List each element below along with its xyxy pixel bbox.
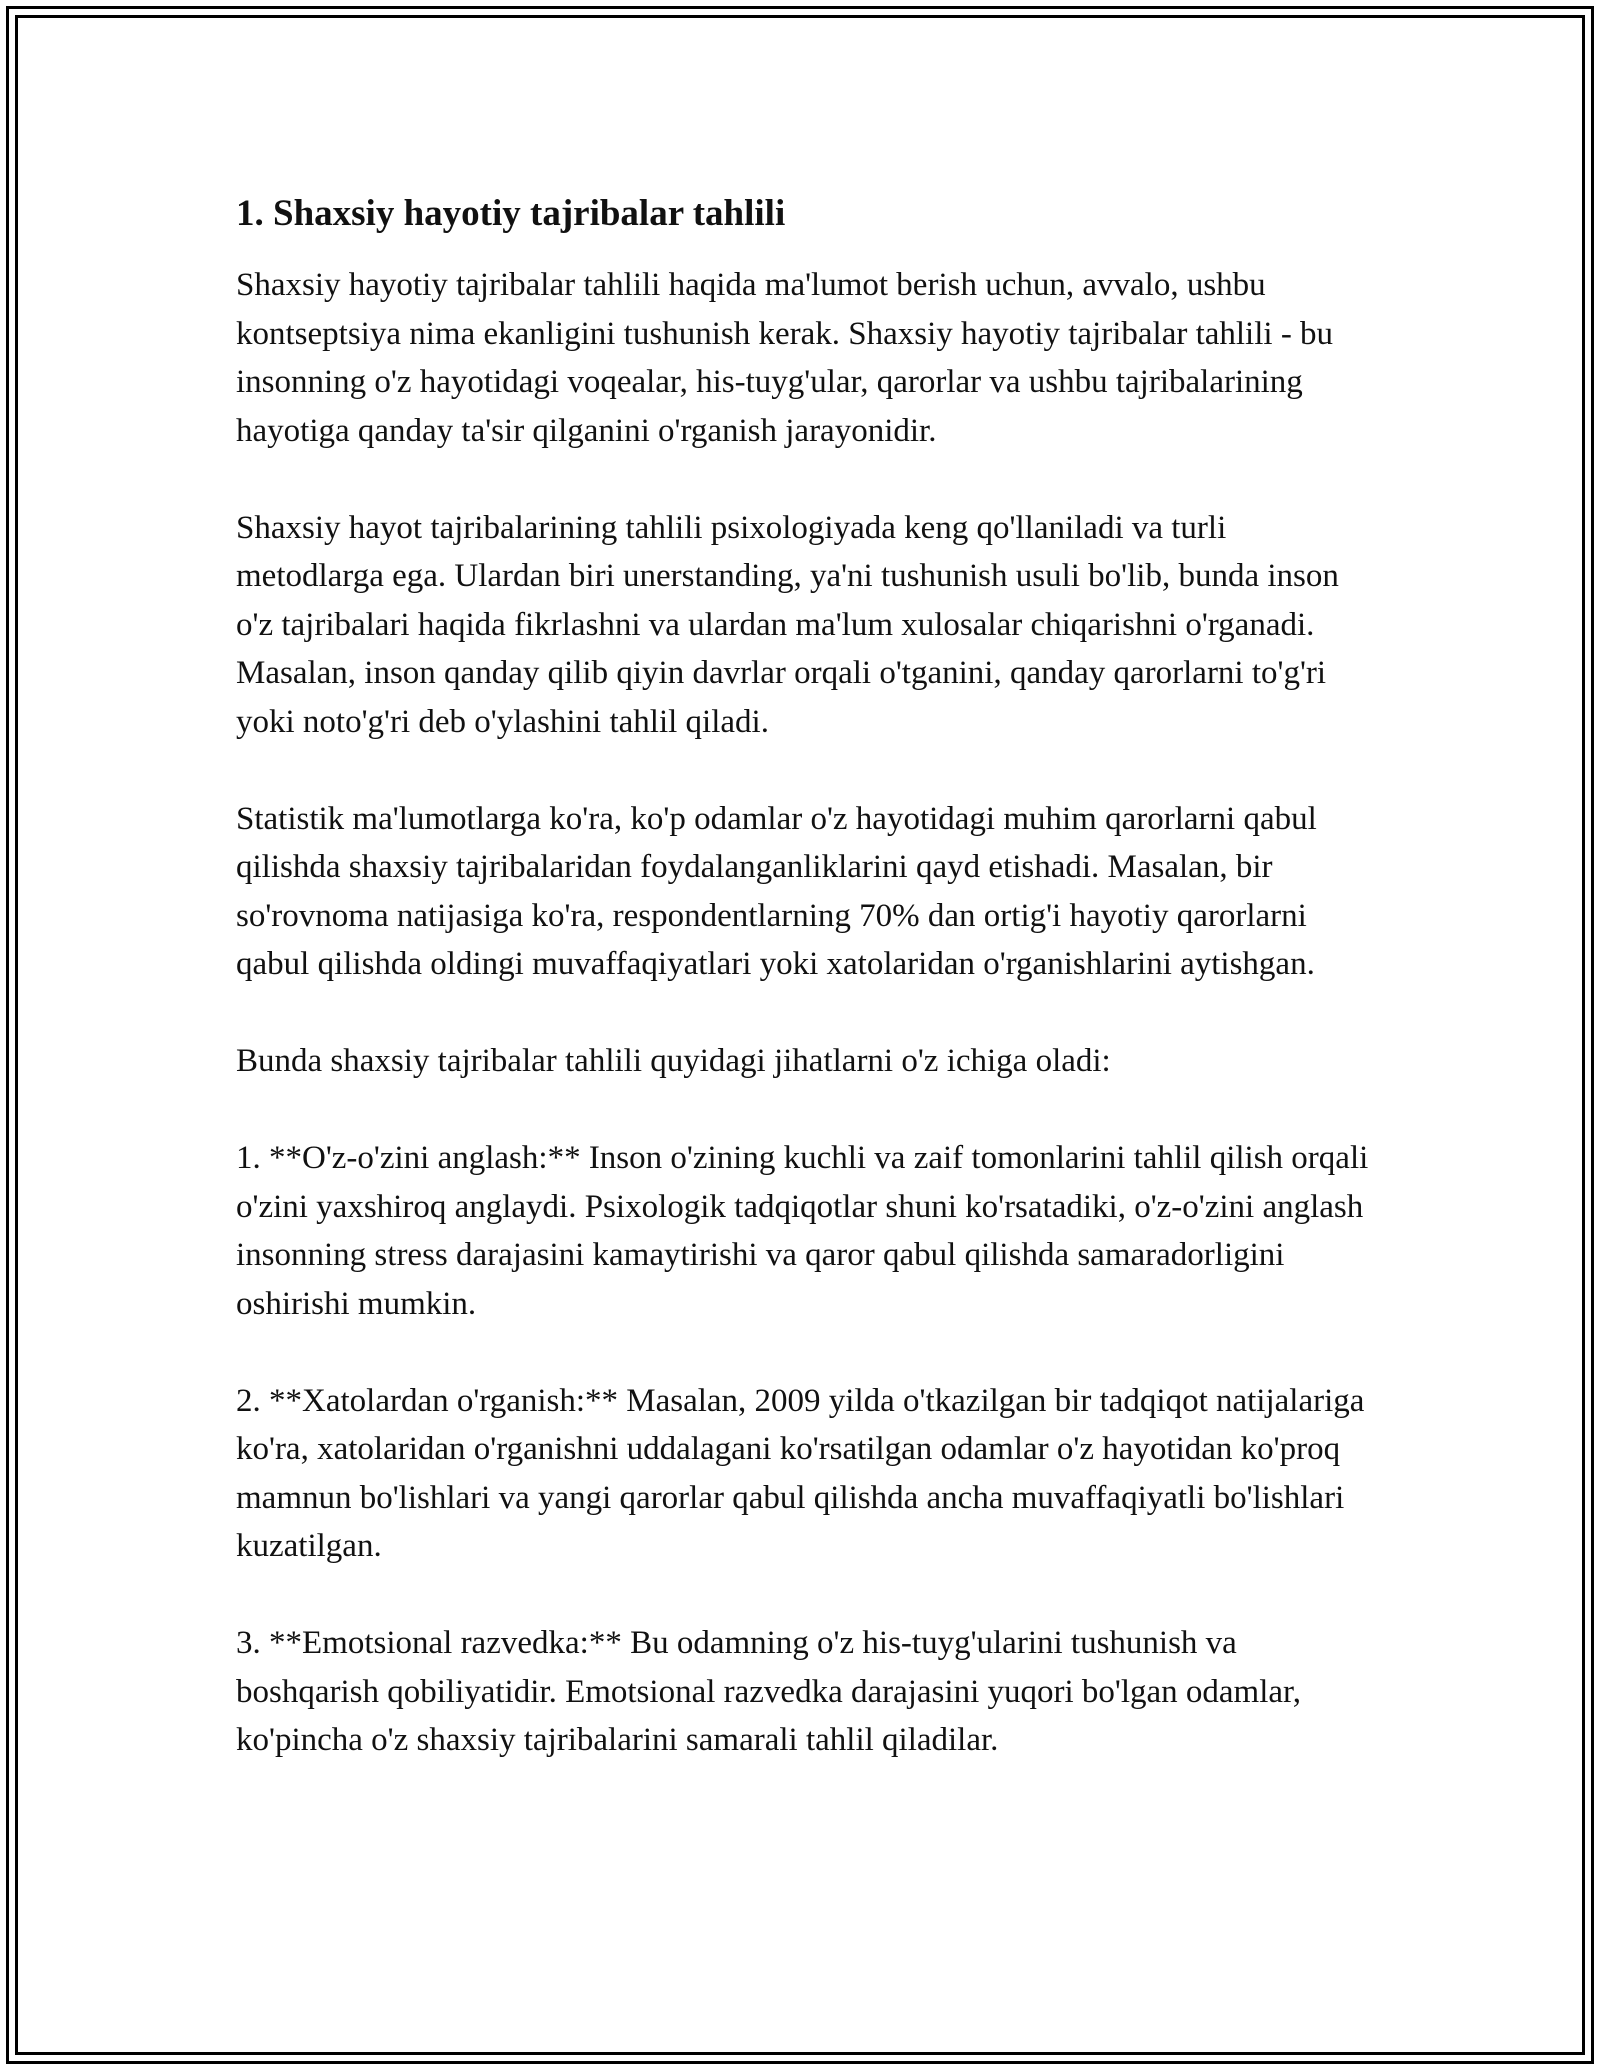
paragraph-methods: Shaxsiy hayot tajribalarining tahlili psixologiyada keng qo'llaniladi va turli metodlarga ega. Ulardan biri unerstanding, ya'ni tushunish usuli bo'lib, bunda inson o'z tajribalari haqida fikrlashni va ulardan ma'lum xulosalar chiqarishni o'rganadi. Masalan, inson qanday qilib qiyin davrlar orqali o'tganini, qanday qarorlarni to'g'ri yoki noto'g'ri deb o'ylashini tahlil qiladi. [236, 509, 1339, 740]
paragraph-statistics: Statistik ma'lumotlarga ko'ra, ko'p odamlar o'z hayotidagi muhim qarorlarni qabul qilishda shaxsiy tajribalaridan foydalanganliklarini qayd etishadi. Masalan, bir so'rovnoma natijasiga ko'ra, respondentlarning 70% dan ortig'i hayotiy qarorlarni qabul qilishda oldingi muvaffaqiyatlari yoki xatolaridan o'rganishlarini aytishgan. [236, 800, 1317, 982]
section-heading: 1. Shaxsiy hayotiy tajribalar tahlili [236, 193, 786, 234]
list-item-self-awareness: 1. **O'z-o'zini anglash:** Inson o'zining kuchli va zaif tomonlarini tahlil qilish orqali o'zini yaxshiroq anglaydi. Psixologik tadqiqotlar shuni ko'rsatadiki, o'z-o'zini anglash insonning stress darajasini kamaytirishi va qaror qabul qilishda samaradorligini oshirishi mumkin. [236, 1140, 1369, 1322]
paragraph-aspects-intro: Bunda shaxsiy tajribalar tahlili quyidagi jihatlarni o'z ichiga oladi: [236, 1043, 1111, 1079]
list-item-learning-from-mistakes: 2. **Xatolardan o'rganish:** Masalan, 2009 yilda o'tkazilgan bir tadqiqot natijalariga ko'ra, xatolaridan o'rganishni uddalagani ko'rsatilgan odamlar o'z hayotidan ko'proq mamnun bo'lishlari va yangi qarorlar qabul qilishda ancha muvaffaqiyatli bo'lishlari kuzatilgan. [236, 1382, 1365, 1564]
document-body [236, 185, 1376, 1813]
list-item-emotional-intelligence: 3. **Emotsional razvedka:** Bu odamning o'z his-tuyg'ularini tushunish va boshqarish qobiliyatidir. Emotsional razvedka darajasini yuqori bo'lgan odamlar, ko'pincha o'z shaxsiy tajribalarini samarali tahlil qiladilar. [236, 1625, 1301, 1758]
paragraph-intro: Shaxsiy hayotiy tajribalar tahlili haqida ma'lumot berish uchun, avvalo, ushbu kontseptsiya nima ekanligini tushunish kerak. Shaxsiy hayotiy tajribalar tahlili - bu insonning o'z hayotidagi voqealar, his-tuyg'ular, qarorlar va ushbu tajribalarining hayotiga qanday ta'sir qilganini o'rganish jarayonidir. [236, 267, 1334, 449]
